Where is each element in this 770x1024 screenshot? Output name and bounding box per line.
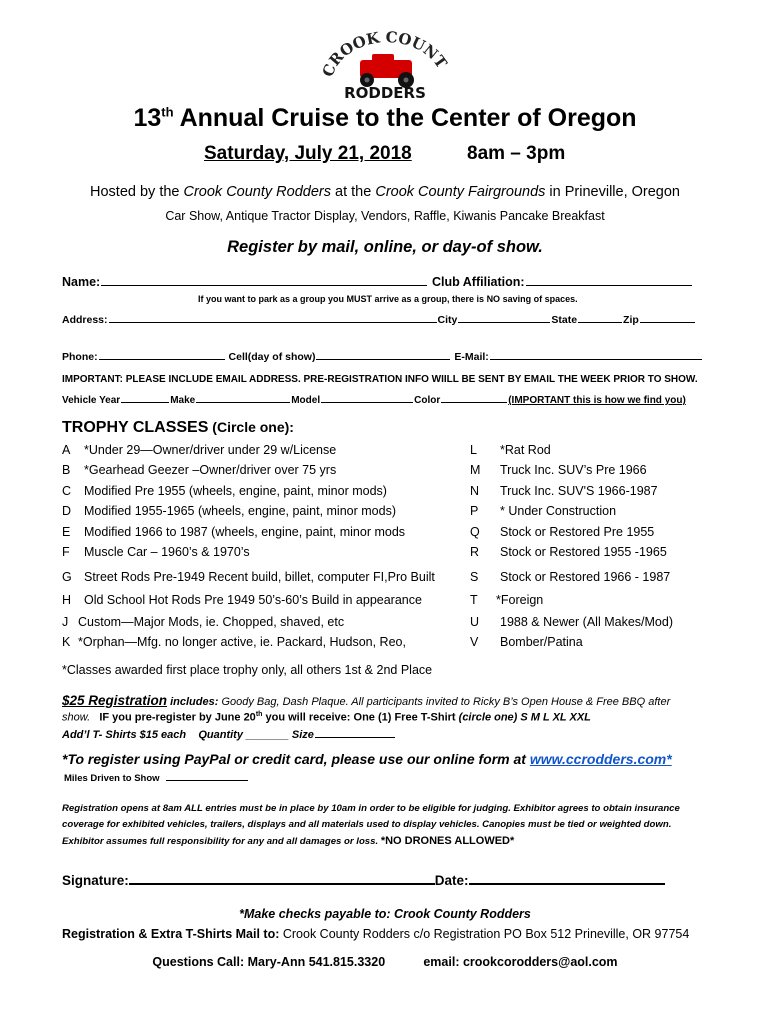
- event-time: 8am – 3pm: [467, 143, 566, 164]
- website-link[interactable]: www.ccrodders.com*: [529, 751, 672, 767]
- model-field[interactable]: [321, 401, 413, 403]
- includes-label: includes:: [167, 696, 222, 708]
- includes-text: Goody Bag, Dash Plaque. All participants invited to Ricky B’s Open House & Free BBQ after: [221, 696, 671, 708]
- hot-rod-car-icon: [360, 54, 414, 88]
- vehicle-row: [62, 395, 686, 406]
- class-letter: M: [470, 463, 481, 477]
- model-label: Model: [291, 395, 321, 406]
- hosted-by: [0, 184, 770, 200]
- class-n[interactable]: [470, 484, 658, 498]
- email-field[interactable]: [490, 358, 702, 360]
- logo-arc-text: CROOK COUNT: [320, 28, 450, 80]
- class-letter: E: [62, 525, 71, 539]
- class-label: Stock or Restored 1966 - 1987: [500, 570, 671, 584]
- zip-label: Zip: [623, 314, 639, 326]
- class-label: Modified Pre 1955 (wheels, engine, paint, minor mods): [84, 484, 387, 498]
- prereg-sup: th: [255, 711, 263, 718]
- find-you-note: (IMPORTANT this is how we find you): [508, 395, 686, 406]
- shirt-sizes[interactable]: S M L XL XXL: [517, 711, 591, 724]
- class-s[interactable]: [470, 570, 670, 584]
- class-r[interactable]: [470, 545, 667, 559]
- color-field[interactable]: [441, 401, 507, 403]
- class-label: *Rat Rod: [500, 443, 551, 457]
- class-letter: A: [62, 443, 71, 457]
- class-label: Old School Hot Rods Pre 1949 50’s-60’s Build in appearance: [84, 593, 422, 607]
- class-letter: V: [470, 635, 479, 649]
- class-label: 1988 & Newer (All Makes/Mod): [500, 615, 673, 629]
- class-f[interactable]: [62, 545, 250, 559]
- trophy-note: *Classes awarded first place trophy only, all others 1st & 2nd Place: [62, 663, 433, 677]
- class-letter: S: [470, 570, 479, 584]
- prereg-row: [62, 711, 591, 724]
- class-letter: D: [62, 504, 72, 518]
- class-label: Stock or Restored 1955 -1965: [500, 545, 667, 559]
- group-note: If you want to park as a group you MUST arrive as a group, there is NO saving of spaces.: [198, 294, 578, 304]
- hosted-venue: Crook County Fairgrounds: [375, 184, 546, 200]
- rules-line-2: coverage for exhibited vehicles, trailers, displays and all materials used to display vehicles. Canopies must be tied or weighted down.: [62, 819, 672, 830]
- phone-label: Phone:: [62, 351, 98, 363]
- date-label: Date:: [434, 873, 469, 888]
- trophy-heading-main: TROPHY CLASSES: [62, 419, 209, 436]
- class-label: Modified 1955-1965 (wheels, engine, paint, minor mods): [84, 504, 396, 518]
- class-label: Muscle Car – 1960’s & 1970’s: [84, 545, 250, 559]
- class-label: Stock or Restored Pre 1955: [500, 525, 655, 539]
- class-label: Modified 1966 to 1987 (wheels, engine, paint, minor mods: [84, 525, 406, 539]
- class-label: *Under 29—Owner/driver under 29 w/License: [84, 443, 337, 457]
- class-d[interactable]: [62, 504, 396, 518]
- state-field[interactable]: [578, 321, 622, 323]
- title-sup: th: [161, 104, 174, 120]
- signature-row: [62, 873, 665, 888]
- circle-one: (circle one): [458, 711, 518, 724]
- questions-phone: Questions Call: Mary-Ann 541.815.3320: [152, 955, 386, 969]
- registration-fee: $25 Registration: [62, 693, 168, 708]
- quantity-label: Quantity _______ Size: [198, 729, 314, 741]
- title-text: Annual Cruise to the Center of Oregon: [173, 104, 637, 132]
- date-field[interactable]: [469, 883, 665, 885]
- mail-address: Crook County Rodders c/o Registration PO Box 512 Prineville, OR 97754: [279, 927, 690, 941]
- city-field[interactable]: [458, 321, 550, 323]
- zip-field[interactable]: [640, 321, 695, 323]
- hosted-club: Crook County Rodders: [183, 184, 331, 200]
- class-q[interactable]: [470, 525, 654, 539]
- class-b[interactable]: [62, 463, 336, 477]
- signature-label: Signature:: [62, 873, 129, 888]
- address-field[interactable]: [109, 321, 437, 323]
- class-label: Truck Inc. SUV'S 1966-1987: [500, 484, 658, 498]
- class-label: * Under Construction: [500, 504, 617, 518]
- class-letter: B: [62, 463, 71, 477]
- hosted-text-2: at the: [331, 184, 376, 200]
- paypal-text: *To register using PayPal or credit card, please use our online form at: [62, 751, 530, 767]
- club-row: [432, 275, 693, 289]
- class-u[interactable]: [470, 615, 673, 629]
- state-label: State: [551, 314, 578, 326]
- addl-shirts: Add’l T- Shirts $15 each: [62, 729, 187, 741]
- class-k[interactable]: [62, 635, 406, 649]
- trophy-heading: [62, 419, 294, 437]
- logo: [320, 20, 450, 102]
- make-field[interactable]: [196, 401, 290, 403]
- paypal-row: [62, 751, 672, 767]
- prereg-text: IF you pre-register by June 20: [99, 711, 256, 724]
- class-letter: F: [62, 545, 70, 559]
- miles-row: [64, 773, 249, 784]
- class-letter: G: [62, 570, 72, 584]
- questions-row: [0, 955, 770, 969]
- class-label: Street Rods Pre-1949 Recent build, billet, computer FI,Pro Built: [84, 570, 435, 584]
- miles-field[interactable]: [166, 779, 248, 781]
- logo-graphic: [320, 20, 450, 102]
- class-label: *Gearhead Geezer –Owner/driver over 75 yrs: [84, 463, 337, 477]
- class-label: *Foreign: [496, 593, 544, 607]
- rules-text: [62, 801, 680, 850]
- class-letter: Q: [470, 525, 480, 539]
- class-letter: U: [470, 615, 480, 629]
- class-v[interactable]: [470, 635, 583, 649]
- class-l[interactable]: [470, 443, 551, 457]
- mail-to-label: Registration & Extra T-Shirts Mail to:: [62, 927, 280, 941]
- vehicle-year-label: Vehicle Year: [62, 395, 121, 406]
- class-label: Truck Inc. SUV’s Pre 1966: [500, 463, 647, 477]
- class-letter: R: [470, 545, 480, 559]
- class-letter: K: [62, 635, 71, 649]
- make-label: Make: [170, 395, 196, 406]
- class-m[interactable]: [470, 463, 647, 477]
- cell-label: Cell(day of show): [228, 351, 316, 363]
- contact-email[interactable]: email: crookcorodders@aol.com: [423, 955, 618, 969]
- class-e[interactable]: [62, 525, 405, 539]
- class-t[interactable]: [470, 593, 543, 607]
- vehicle-year-field[interactable]: [121, 401, 169, 403]
- address-row: [62, 314, 696, 326]
- miles-label: Miles Driven to Show: [64, 773, 160, 784]
- city-label: City: [437, 314, 458, 326]
- address-label: Address:: [62, 314, 108, 326]
- size-field[interactable]: [315, 736, 395, 738]
- class-label: *Orphan—Mfg. no longer active, ie. Packard, Hudson, Reo,: [78, 635, 406, 649]
- club-field[interactable]: [526, 284, 692, 286]
- class-a[interactable]: [62, 443, 336, 457]
- class-h[interactable]: [62, 593, 422, 607]
- addl-shirts-row: [62, 729, 396, 741]
- cell-field[interactable]: [316, 358, 450, 360]
- logo-bottom-text: RODDERS: [344, 84, 426, 102]
- hosted-text-1: Hosted by the: [90, 184, 184, 200]
- class-letter: C: [62, 484, 72, 498]
- rules-line-1: Registration opens at 8am ALL entries must be in place by 10am in order to be eligible for judging. Exhibitor agrees to obtain insurance: [62, 803, 680, 814]
- title-number: 13: [133, 104, 162, 132]
- class-p[interactable]: [470, 504, 616, 518]
- rules-line-3: Exhibitor assumes full responsibility for any and all damages or loss.: [62, 836, 381, 847]
- hosted-text-3: in Prineville, Oregon: [545, 184, 680, 200]
- register-heading: Register by mail, online, or day-of show.: [227, 238, 543, 256]
- phone-field[interactable]: [99, 358, 225, 360]
- checks-payable: *Make checks payable to: Crook County Rodders: [239, 907, 531, 921]
- name-label: Name:: [62, 275, 101, 289]
- name-field[interactable]: [101, 284, 427, 286]
- class-letter: T: [470, 593, 478, 607]
- class-letter: L: [470, 443, 477, 457]
- club-label: Club Affiliation:: [432, 275, 525, 289]
- class-c[interactable]: [62, 484, 387, 498]
- class-g[interactable]: [62, 570, 435, 584]
- class-letter: P: [470, 504, 479, 518]
- trophy-heading-suffix: (Circle one):: [208, 419, 294, 435]
- class-letter: H: [62, 593, 72, 607]
- class-label: Custom—Major Mods, ie. Chopped, shaved, etc: [78, 615, 345, 629]
- email-label: E-Mail:: [454, 351, 489, 363]
- event-date: Saturday, July 21, 2018: [204, 143, 412, 164]
- mail-to-row: [62, 927, 689, 941]
- class-letter: N: [470, 484, 480, 498]
- events-list: Car Show, Antique Tractor Display, Vendors, Raffle, Kiwanis Pancake Breakfast: [165, 209, 605, 223]
- no-drones: *NO DRONES ALLOWED*: [380, 835, 515, 847]
- class-j[interactable]: [62, 615, 344, 629]
- signature-field[interactable]: [129, 883, 435, 885]
- name-row: [62, 275, 428, 289]
- important-note: IMPORTANT: PLEASE INCLUDE EMAIL ADDRESS. PRE-REGISTRATION INFO WIILL BE SENT BY EMAIL THE WEEK PRIOR TO SHOW.: [62, 374, 698, 385]
- class-label: Bomber/Patina: [500, 635, 583, 649]
- color-label: Color: [414, 395, 441, 406]
- class-letter: J: [62, 615, 69, 629]
- page-title: [0, 104, 770, 133]
- phone-row: [62, 351, 703, 363]
- prereg-text-2: you will receive: One (1) Free T-Shirt: [262, 711, 459, 724]
- show-text: show.: [62, 711, 91, 724]
- registration-fee-row: [62, 693, 670, 708]
